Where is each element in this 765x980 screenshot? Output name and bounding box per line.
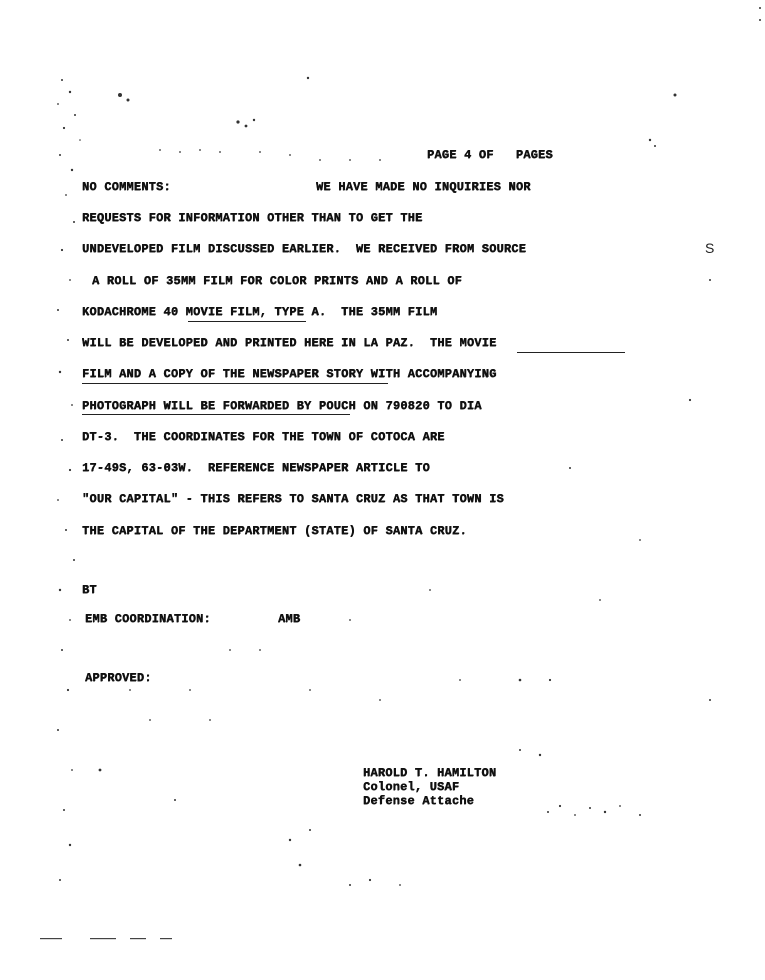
body-line-5: KODACHROME 40 MOVIE FILM, TYPE A. THE 35MM FILM xyxy=(82,305,438,319)
body-line-4: A ROLL OF 35MM FILM FOR COLOR PRINTS AND A ROLL OF xyxy=(92,274,463,288)
body-line-1: WE HAVE MADE NO INQUIRIES NOR xyxy=(316,180,531,194)
approved-label: APPROVED: xyxy=(85,671,152,685)
margin-mark: S xyxy=(705,240,715,256)
body-line-10: 17-49S, 63-03W. REFERENCE NEWSPAPER ARTICLE TO xyxy=(82,461,430,475)
break-marker: BT xyxy=(82,583,97,597)
body-line-7: FILM AND A COPY OF THE NEWSPAPER STORY WITH ACCOMPANYING xyxy=(82,367,497,381)
body-line-11: "OUR CAPITAL" - THIS REFERS TO SANTA CRUZ AS THAT TOWN IS xyxy=(82,492,504,506)
coordination-value: AMB xyxy=(278,612,301,626)
signature-title: Defense Attache xyxy=(363,794,475,808)
body-line-3: UNDEVELOPED FILM DISCUSSED EARLIER. WE RECEIVED FROM SOURCE xyxy=(82,242,527,256)
underline-movie-film xyxy=(188,321,306,322)
underline-the-movie xyxy=(517,352,625,353)
body-line-2: REQUESTS FOR INFORMATION OTHER THAN TO GET THE xyxy=(82,211,423,225)
body-line-6: WILL BE DEVELOPED AND PRINTED HERE IN LA PAZ. THE MOVIE xyxy=(82,336,497,350)
body-line-12: THE CAPITAL OF THE DEPARTMENT (STATE) OF SANTA CRUZ. xyxy=(82,524,467,538)
body-line-9: DT-3. THE COORDINATES FOR THE TOWN OF COTOCA ARE xyxy=(82,430,445,444)
page-number-label: PAGE 4 OF PAGES xyxy=(427,148,553,162)
coordination-label: EMB COORDINATION: xyxy=(85,612,211,626)
signature-name: HAROLD T. HAMILTON xyxy=(363,766,497,780)
underline-forwarded xyxy=(82,414,350,415)
signature-rank: Colonel, USAF xyxy=(363,780,460,794)
underline-film-newspaper xyxy=(82,383,388,384)
body-line-8: PHOTOGRAPH WILL BE FORWARDED BY POUCH ON 790820 TO DIA xyxy=(82,399,482,413)
no-comments-label: NO COMMENTS: xyxy=(82,180,171,194)
